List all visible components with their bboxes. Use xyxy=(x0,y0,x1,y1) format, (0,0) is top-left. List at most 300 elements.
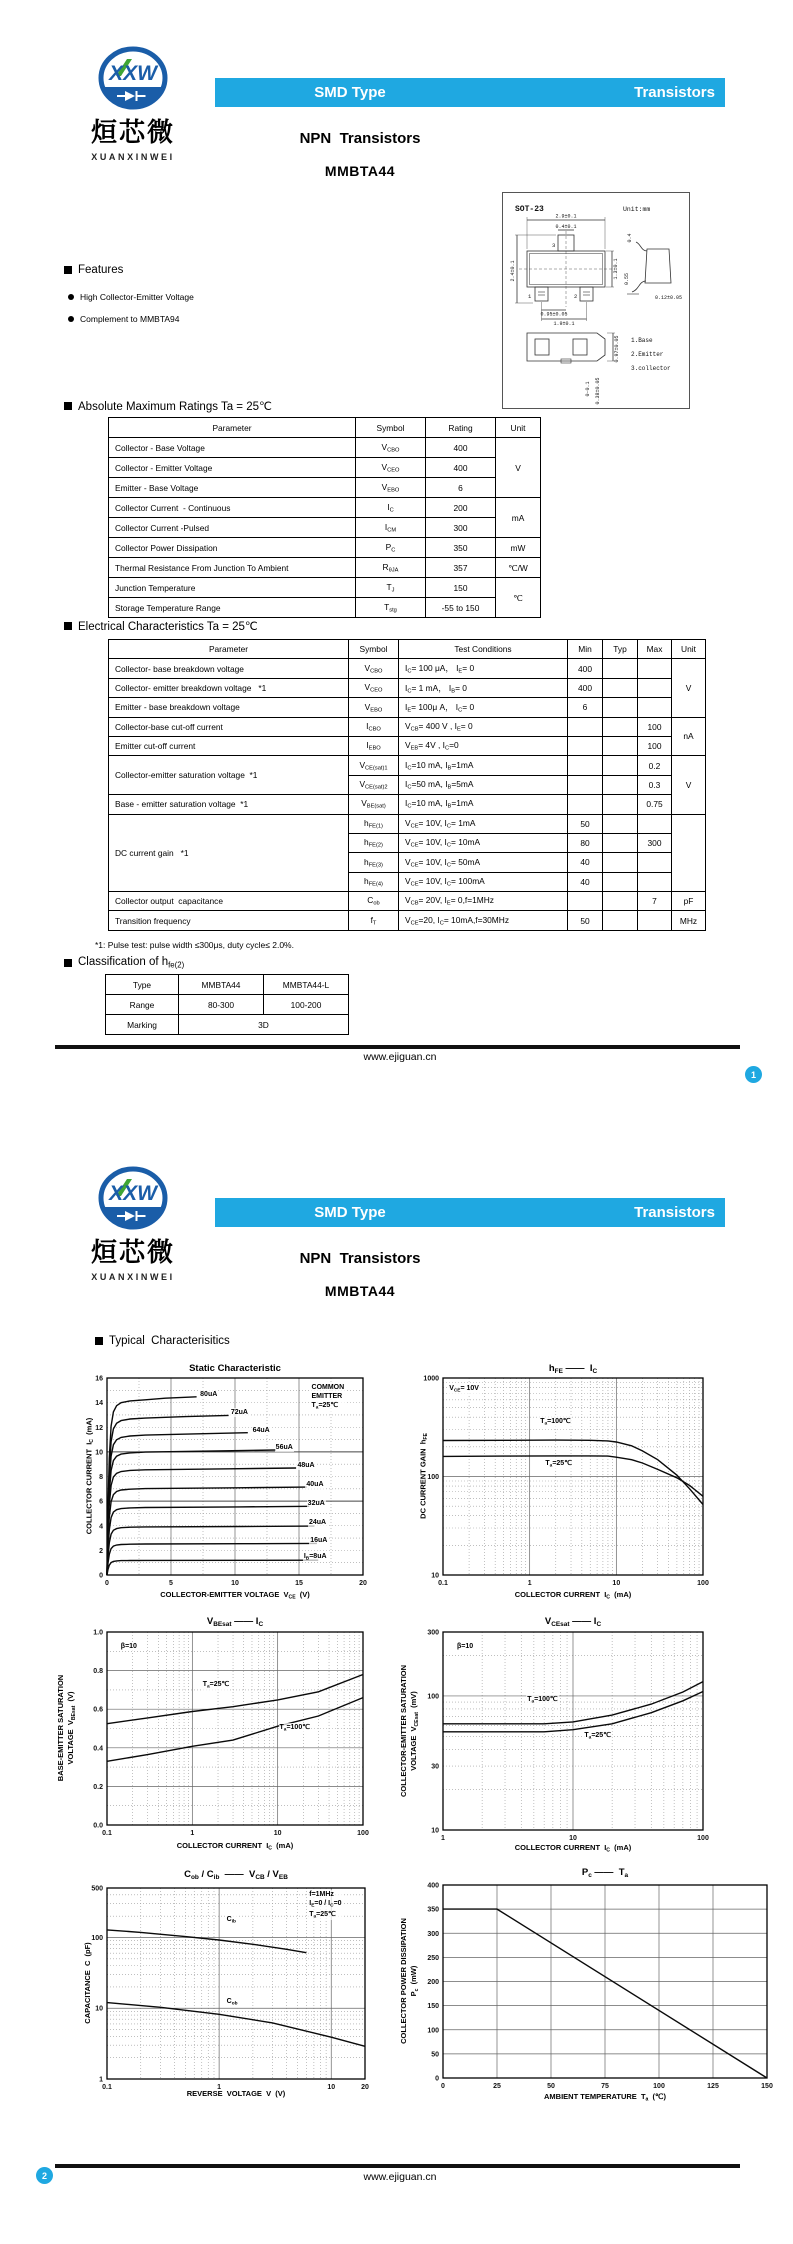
svg-text:10: 10 xyxy=(431,1572,439,1580)
table-cell: $I_C= 100$ μA， $I_E= 0$ xyxy=(399,659,568,678)
table-cell: Collector Current -Pulsed xyxy=(109,518,356,538)
table-cell: 0.2 xyxy=(638,756,672,775)
dim-overall-height: 2.4±0.1 xyxy=(510,260,516,282)
svg-text:300: 300 xyxy=(427,1930,439,1938)
elec-char-heading: Electrical Characteristics Ta = 25℃ xyxy=(64,619,258,633)
svg-text:500: 500 xyxy=(91,1885,103,1893)
chart-annotation: f=1MHz $I_E=0 / I_C=0$ $T_a=25℃$ xyxy=(309,1890,342,1920)
header-category: Transistors xyxy=(634,1204,715,1221)
page-number-badge: 2 xyxy=(36,2167,53,2184)
table-cell: 400 xyxy=(426,458,496,478)
table-cell: Rating xyxy=(426,418,496,438)
table-cell: nA xyxy=(672,717,706,756)
table-cell: 150 xyxy=(426,578,496,598)
part-number-title: MMBTA44 xyxy=(324,163,396,179)
table-row xyxy=(109,698,706,717)
section-marker-icon xyxy=(64,266,72,274)
svg-text:1: 1 xyxy=(441,1835,445,1842)
table-cell xyxy=(603,678,638,697)
table-cell xyxy=(672,814,706,892)
table-row xyxy=(109,736,706,755)
table-cell: Parameter xyxy=(109,640,349,659)
table-cell: Collector- base breakdown voltage xyxy=(109,659,349,678)
table-row xyxy=(109,795,706,814)
svg-text:0.1: 0.1 xyxy=(102,1830,112,1837)
table-cell xyxy=(603,892,638,911)
table-cell: -55 to 150 xyxy=(426,598,496,618)
table-cell: $V_{CE}=20$, $I_C= 10mA,f=30MHz$ xyxy=(399,911,568,930)
company-logo-icon xyxy=(97,46,169,110)
abs-max-table xyxy=(108,417,540,618)
chart-ylabel: COLLECTOR CURRENT $I_C$ (mA) xyxy=(84,1417,95,1535)
table-cell: 357 xyxy=(426,558,496,578)
chart-annotation: 56uA xyxy=(275,1444,293,1452)
classification-table xyxy=(105,974,348,1035)
pin-legend-base: 1.Base xyxy=(631,337,653,344)
svg-text:100: 100 xyxy=(357,1830,369,1837)
table-row xyxy=(109,418,541,438)
pin-3-number: 3 xyxy=(552,242,556,249)
chart-xlabel: COLLECTOR-EMITTER VOLTAGE $V_{CE}$ (V) xyxy=(160,1590,310,1601)
table-cell: Unit xyxy=(672,640,706,659)
elec-char-table xyxy=(108,639,705,931)
table-cell: $V_{CEO}$ xyxy=(356,458,426,478)
table-row xyxy=(109,598,541,618)
table-cell: $I_{CM}$ xyxy=(356,518,426,538)
svg-text:0.8: 0.8 xyxy=(93,1668,103,1676)
table-row xyxy=(106,975,349,995)
table-cell: $I_{CBO}$ xyxy=(349,717,399,736)
feature-item: Complement to MMBTA94 xyxy=(68,314,180,324)
table-row xyxy=(109,717,706,736)
section-marker-icon xyxy=(64,959,72,967)
table-cell: Marking xyxy=(106,1015,179,1035)
svg-text:100: 100 xyxy=(427,1474,439,1481)
table-row xyxy=(106,995,349,1015)
table-cell xyxy=(568,717,603,736)
table-cell: 400 xyxy=(426,438,496,458)
table-cell: Collector - Emitter Voltage xyxy=(109,458,356,478)
header-smd-type: SMD Type xyxy=(314,1204,386,1221)
svg-text:1: 1 xyxy=(527,1580,532,1587)
dim-lead-width: 0.38±0.05 xyxy=(595,377,601,405)
svg-text:100: 100 xyxy=(697,1835,709,1842)
svg-text:350: 350 xyxy=(427,1906,439,1914)
table-cell xyxy=(603,717,638,736)
table-cell: $h_{FE(1)}$ xyxy=(349,814,399,833)
chart-ylabel: CAPACITANCE C (pF) xyxy=(82,1942,92,2024)
table-cell: mW xyxy=(496,538,541,558)
svg-text:10: 10 xyxy=(273,1830,282,1837)
table-cell: 100 xyxy=(638,736,672,755)
svg-text:0.2: 0.2 xyxy=(93,1783,103,1791)
table-cell xyxy=(603,775,638,794)
chart-annotation: β=10 xyxy=(120,1642,137,1650)
chart-static-characteristic xyxy=(95,1375,367,1587)
table-cell: 350 xyxy=(426,538,496,558)
table-cell: $I_C=10$ mA, $I_B=1mA$ xyxy=(399,795,568,814)
chart-canvas xyxy=(427,1629,709,1842)
svg-text:10: 10 xyxy=(612,1580,621,1587)
chart-title: Static Characteristic xyxy=(189,1363,281,1374)
table-cell: Collector output capacitance xyxy=(109,892,349,911)
header-smd-type: SMD Type xyxy=(314,84,386,101)
table-cell xyxy=(603,814,638,833)
logo-chinese-name: 烜芯微 xyxy=(90,1237,175,1267)
table-cell xyxy=(568,795,603,814)
footer-rule xyxy=(55,1045,740,1049)
table-cell: 3D xyxy=(179,1015,349,1035)
table-cell: $V_{BE(sat)}$ xyxy=(349,795,399,814)
table-cell: 40 xyxy=(568,872,603,891)
logo-latin-name: XUANXINWEI xyxy=(91,152,175,162)
table-cell: 400 xyxy=(568,678,603,697)
table-cell xyxy=(638,659,672,678)
chart-annotation: $T_a=100℃$ xyxy=(279,1723,311,1733)
svg-text:1: 1 xyxy=(99,2076,103,2084)
svg-text:50: 50 xyxy=(431,2051,439,2059)
table-cell: $V_{CEO}$ xyxy=(349,678,399,697)
table-cell: $V_{CE}= 10V$, $I_C= 50mA$ xyxy=(399,853,568,872)
dim-top-width: 2.9±0.1 xyxy=(555,213,577,220)
table-cell xyxy=(638,814,672,833)
table-cell: $V_{CB}= 400$ V , $I_E= 0$ xyxy=(399,717,568,736)
table-cell: ℃/W xyxy=(496,558,541,578)
table-cell: Thermal Resistance From Junction To Ambient xyxy=(109,558,356,578)
table-cell xyxy=(603,756,638,775)
table-cell: $T_J$ xyxy=(356,578,426,598)
table-cell: $h_{FE(4)}$ xyxy=(349,872,399,891)
svg-text:0.1: 0.1 xyxy=(438,1580,448,1587)
table-row xyxy=(109,756,706,775)
chart-annotation: $C_{ob}$ xyxy=(226,1997,238,2007)
table-cell: 100 xyxy=(638,717,672,736)
part-number-title: MMBTA44 xyxy=(324,1283,396,1299)
device-type-title: NPN Transistors xyxy=(299,1250,421,1267)
table-cell: 200 xyxy=(426,498,496,518)
chart-ylabel: COLLECTOR POWER DISSIPATION $P_c$ (mW) xyxy=(399,1918,420,2044)
table-cell xyxy=(603,659,638,678)
svg-text:5: 5 xyxy=(169,1580,173,1587)
table-cell: $V_{EBO}$ xyxy=(356,478,426,498)
table-cell: 6 xyxy=(426,478,496,498)
chart-annotation: $T_a=25℃$ xyxy=(584,1732,612,1741)
chart-ylabel: COLLECTOR-EMITTER SATURATION VOLTAGE $V_{CEsat}$ (mV) xyxy=(399,1664,420,1798)
table-row xyxy=(109,911,706,930)
chart-vcesat-vs-ic xyxy=(427,1629,709,1842)
bullet-icon xyxy=(68,316,74,322)
table-cell: Collector-emitter saturation voltage *1 xyxy=(109,756,349,795)
table-cell: $V_{CE}= 10V$, $I_C= 1mA$ xyxy=(399,814,568,833)
table-cell: Collector Power Dissipation xyxy=(109,538,356,558)
table-cell: V xyxy=(496,438,541,498)
svg-text:6: 6 xyxy=(99,1498,103,1506)
table-cell: Storage Temperature Range xyxy=(109,598,356,618)
table-cell: $I_{EBO}$ xyxy=(349,736,399,755)
table-cell: Symbol xyxy=(349,640,399,659)
footer-rule xyxy=(55,2164,740,2168)
dim-lead-pitch: 0.95±0.05 xyxy=(540,311,568,318)
svg-text:10: 10 xyxy=(327,2084,336,2091)
table-cell: $V_{EBO}$ xyxy=(349,698,399,717)
table-cell: mA xyxy=(496,498,541,538)
table-cell: 80-300 xyxy=(179,995,264,1015)
table-cell: $I_C=50$ mA, $I_B=5mA$ xyxy=(399,775,568,794)
table-cell: $V_{CBO}$ xyxy=(356,438,426,458)
pin-legend-collector: 3.collector xyxy=(631,365,671,372)
svg-text:200: 200 xyxy=(427,1979,439,1986)
pulse-test-note: *1: Pulse test: pulse width ≤300μs, duty cycle≤ 2.0%. xyxy=(95,940,294,950)
chart-annotation: COMMON EMITTER $T_a=25℃$ xyxy=(311,1383,345,1411)
table-cell xyxy=(603,833,638,852)
chart-annotation: 16uA xyxy=(310,1536,328,1544)
svg-text:10: 10 xyxy=(431,1827,439,1835)
page-number-badge: 1 xyxy=(745,1066,762,1083)
svg-text:20: 20 xyxy=(359,1580,367,1587)
table-cell: $V_{EB}= 4V$ , $I_C=0$ xyxy=(399,736,568,755)
features-title: Features xyxy=(78,264,124,276)
table-cell: $I_C=10$ mA, $I_B=1mA$ xyxy=(399,756,568,775)
table-cell: $V_{CE}= 10V$, $I_C= 10mA$ xyxy=(399,833,568,852)
svg-text:10: 10 xyxy=(231,1580,239,1587)
package-outline-icon xyxy=(503,193,689,408)
svg-text:1.0: 1.0 xyxy=(93,1629,103,1637)
features-heading xyxy=(64,264,123,276)
dim-standoff: 0-0.1 xyxy=(585,381,591,397)
svg-text:8: 8 xyxy=(99,1474,103,1481)
package-name: SOT-23 xyxy=(515,205,544,214)
section-marker-icon xyxy=(64,622,72,630)
dim-lead-span: 1.9±0.1 xyxy=(553,321,575,327)
table-cell: Unit xyxy=(496,418,541,438)
svg-text:100: 100 xyxy=(427,1693,439,1701)
table-row xyxy=(106,1015,349,1035)
dim-lead-thickness: 0.12±0.05 xyxy=(655,295,683,301)
table-cell: $V_{CE(sat)2}$ xyxy=(349,775,399,794)
svg-text:0: 0 xyxy=(99,1572,103,1580)
svg-text:100: 100 xyxy=(653,2083,665,2090)
chart-xlabel: COLLECTOR CURRENT $I_C$ (mA) xyxy=(176,1841,294,1852)
svg-text:30: 30 xyxy=(431,1763,439,1771)
table-cell: $R_{\theta JA}$ xyxy=(356,558,426,578)
table-cell: 40 xyxy=(568,853,603,872)
table-cell: Max xyxy=(638,640,672,659)
svg-text:0: 0 xyxy=(441,2083,445,2090)
svg-text:0.4: 0.4 xyxy=(93,1745,103,1753)
chart-canvas xyxy=(427,1882,773,2090)
table-row xyxy=(109,538,541,558)
svg-text:10: 10 xyxy=(95,2005,103,2013)
table-row xyxy=(109,678,706,697)
table-cell: V xyxy=(672,756,706,814)
table-cell: 300 xyxy=(638,833,672,852)
table-cell: Collector-base cut-off current xyxy=(109,717,349,736)
chart-xlabel: REVERSE VOLTAGE V (V) xyxy=(186,2089,286,2098)
table-cell: 400 xyxy=(568,659,603,678)
svg-text:25: 25 xyxy=(493,2083,501,2090)
table-cell: $P_C$ xyxy=(356,538,426,558)
svg-text:75: 75 xyxy=(601,2083,609,2090)
logo-latin-name: XUANXINWEI xyxy=(91,1272,175,1282)
package-drawing xyxy=(502,192,690,409)
chart-annotation: $V_{CE}= 10V$ xyxy=(449,1384,479,1394)
table-cell: $C_{ob}$ xyxy=(349,892,399,911)
logo-monogram: XXW xyxy=(109,62,157,85)
table-cell: Junction Temperature xyxy=(109,578,356,598)
svg-text:0.1: 0.1 xyxy=(102,2084,112,2091)
pin-2-number: 2 xyxy=(574,293,578,300)
svg-text:300: 300 xyxy=(427,1629,439,1637)
table-cell: MMBTA44-L xyxy=(264,975,349,995)
chart-annotation: β=10 xyxy=(457,1642,474,1650)
svg-text:125: 125 xyxy=(707,2083,719,2090)
table-cell: V xyxy=(672,659,706,717)
chart-annotation: $T_a=100℃$ xyxy=(540,1418,571,1427)
table-cell xyxy=(603,872,638,891)
device-type-title: NPN Transistors xyxy=(299,130,421,147)
table-row xyxy=(109,640,706,659)
table-cell: Typ xyxy=(603,640,638,659)
table-cell: Emitter - base breakdown voltage xyxy=(109,698,349,717)
table-cell: Transition frequency xyxy=(109,911,349,930)
section-marker-icon xyxy=(95,1337,103,1345)
chart-title: $P_c$ —— $T_a$ xyxy=(581,1867,629,1879)
table-cell: Test Conditions xyxy=(399,640,568,659)
table-cell xyxy=(638,911,672,930)
header-category: Transistors xyxy=(634,84,715,101)
svg-text:4: 4 xyxy=(99,1523,103,1531)
chart-canvas xyxy=(93,1629,369,1837)
svg-text:15: 15 xyxy=(295,1580,303,1587)
chart-annotation: 40uA xyxy=(306,1480,324,1488)
table-cell: Min xyxy=(568,640,603,659)
header-bar xyxy=(215,78,725,107)
table-cell: $I_C$ xyxy=(356,498,426,518)
chart-ylabel: DC CURRENT GAIN $h_{FE}$ xyxy=(418,1433,429,1519)
table-cell xyxy=(603,736,638,755)
svg-text:0.0: 0.0 xyxy=(93,1822,103,1830)
svg-text:20: 20 xyxy=(361,2084,369,2091)
table-cell: 50 xyxy=(568,814,603,833)
table-cell: Range xyxy=(106,995,179,1015)
table-cell: Type xyxy=(106,975,179,995)
typical-characteristics-heading: Typical Characterisitics xyxy=(95,1335,230,1347)
table-cell xyxy=(603,911,638,930)
table-cell: $I_C= 1$ mA， $I_B= 0$ xyxy=(399,678,568,697)
table-cell xyxy=(603,795,638,814)
pin-1-number: 1 xyxy=(528,293,532,300)
table-cell: 7 xyxy=(638,892,672,911)
table-cell xyxy=(638,872,672,891)
chart-annotation: 24uA xyxy=(308,1519,327,1527)
table-row xyxy=(109,558,541,578)
chart-title: $V_{CEsat}$ —— $I_C$ xyxy=(544,1616,602,1628)
svg-text:1: 1 xyxy=(190,1830,195,1837)
table-cell: $h_{FE(2)}$ xyxy=(349,833,399,852)
svg-text:10: 10 xyxy=(95,1449,103,1457)
table-cell: Base - emitter saturation voltage *1 xyxy=(109,795,349,814)
data-table xyxy=(105,974,349,1035)
svg-text:250: 250 xyxy=(427,1954,439,1962)
table-row xyxy=(109,578,541,598)
chart-title: $h_{FE}$ —— $I_C$ xyxy=(548,1363,598,1375)
table-cell: 300 xyxy=(426,518,496,538)
table-row xyxy=(109,438,541,458)
footer-url: www.ejiguan.cn xyxy=(363,2171,437,2183)
table-cell: 50 xyxy=(568,911,603,930)
pin-legend-emitter: 2.Emitter xyxy=(631,351,664,358)
table-cell: $V_{CE(sat)1}$ xyxy=(349,756,399,775)
dim-tab-width: 0.4±0.1 xyxy=(555,224,577,230)
table-cell xyxy=(603,853,638,872)
logo-chinese-name: 烜芯微 xyxy=(90,117,175,147)
data-table xyxy=(108,639,706,931)
table-cell: Emitter - Base Voltage xyxy=(109,478,356,498)
table-row xyxy=(109,478,541,498)
section-marker-icon xyxy=(64,402,72,410)
table-cell: ℃ xyxy=(496,578,541,618)
svg-text:16: 16 xyxy=(95,1375,103,1383)
svg-text:1: 1 xyxy=(217,2084,222,2091)
chart-annotation: 48uA xyxy=(297,1462,315,1470)
table-cell xyxy=(568,892,603,911)
chart-annotation: 72uA xyxy=(230,1408,248,1416)
chart-ylabel: BASE-EMITTER SATURATION VOLTAGE $V_{BEsat}$ (V) xyxy=(56,1674,77,1782)
table-cell xyxy=(638,853,672,872)
data-table xyxy=(108,417,541,618)
table-row xyxy=(109,814,706,833)
svg-text:100: 100 xyxy=(697,1580,709,1587)
dim-body-height: 1.3±0.1 xyxy=(613,258,619,280)
table-cell: Collector- emitter breakdown voltage *1 xyxy=(109,678,349,697)
table-cell: $V_{CBO}$ xyxy=(349,659,399,678)
chart-xlabel: AMBIENT TEMPERATURE $T_a$ (℃) xyxy=(544,2092,666,2103)
table-cell: MHz xyxy=(672,911,706,930)
chart-power-derating xyxy=(427,1882,773,2090)
chart-title: $V_{BEsat}$ —— $I_C$ xyxy=(206,1616,264,1628)
svg-text:100: 100 xyxy=(91,1934,103,1942)
table-row xyxy=(109,458,541,478)
chart-annotation: 64uA xyxy=(252,1426,270,1434)
table-row xyxy=(109,892,706,911)
dim-side-mid: 0.55 xyxy=(624,272,630,286)
svg-text:0: 0 xyxy=(435,2075,439,2083)
table-cell: 100-200 xyxy=(264,995,349,1015)
table-row xyxy=(109,659,706,678)
table-cell: Collector - Base Voltage xyxy=(109,438,356,458)
table-row xyxy=(109,518,541,538)
table-cell xyxy=(603,698,638,717)
svg-text:1000: 1000 xyxy=(423,1375,439,1383)
table-cell: 0.3 xyxy=(638,775,672,794)
header-bar xyxy=(215,1198,725,1227)
chart-annotation: $T_a=25℃$ xyxy=(202,1681,230,1690)
classification-heading: Classification of $h_{fe(2)}$ xyxy=(64,956,184,969)
table-cell: $V_{CB}= 20V$, $I_E= 0,f=1MHz$ xyxy=(399,892,568,911)
table-cell xyxy=(568,736,603,755)
chart-annotation: $I_B=8uA$ xyxy=(303,1552,327,1562)
table-cell xyxy=(638,698,672,717)
svg-text:0.6: 0.6 xyxy=(93,1706,103,1714)
dim-height: 0.97±0.05 xyxy=(614,335,620,363)
table-cell: pF xyxy=(672,892,706,911)
svg-text:150: 150 xyxy=(761,2083,773,2090)
table-cell: $I_E= 100\mu$ A， $I_C= 0$ xyxy=(399,698,568,717)
table-cell xyxy=(568,775,603,794)
svg-text:12: 12 xyxy=(95,1424,103,1432)
table-cell xyxy=(568,756,603,775)
footer-url: www.ejiguan.cn xyxy=(363,1051,437,1063)
